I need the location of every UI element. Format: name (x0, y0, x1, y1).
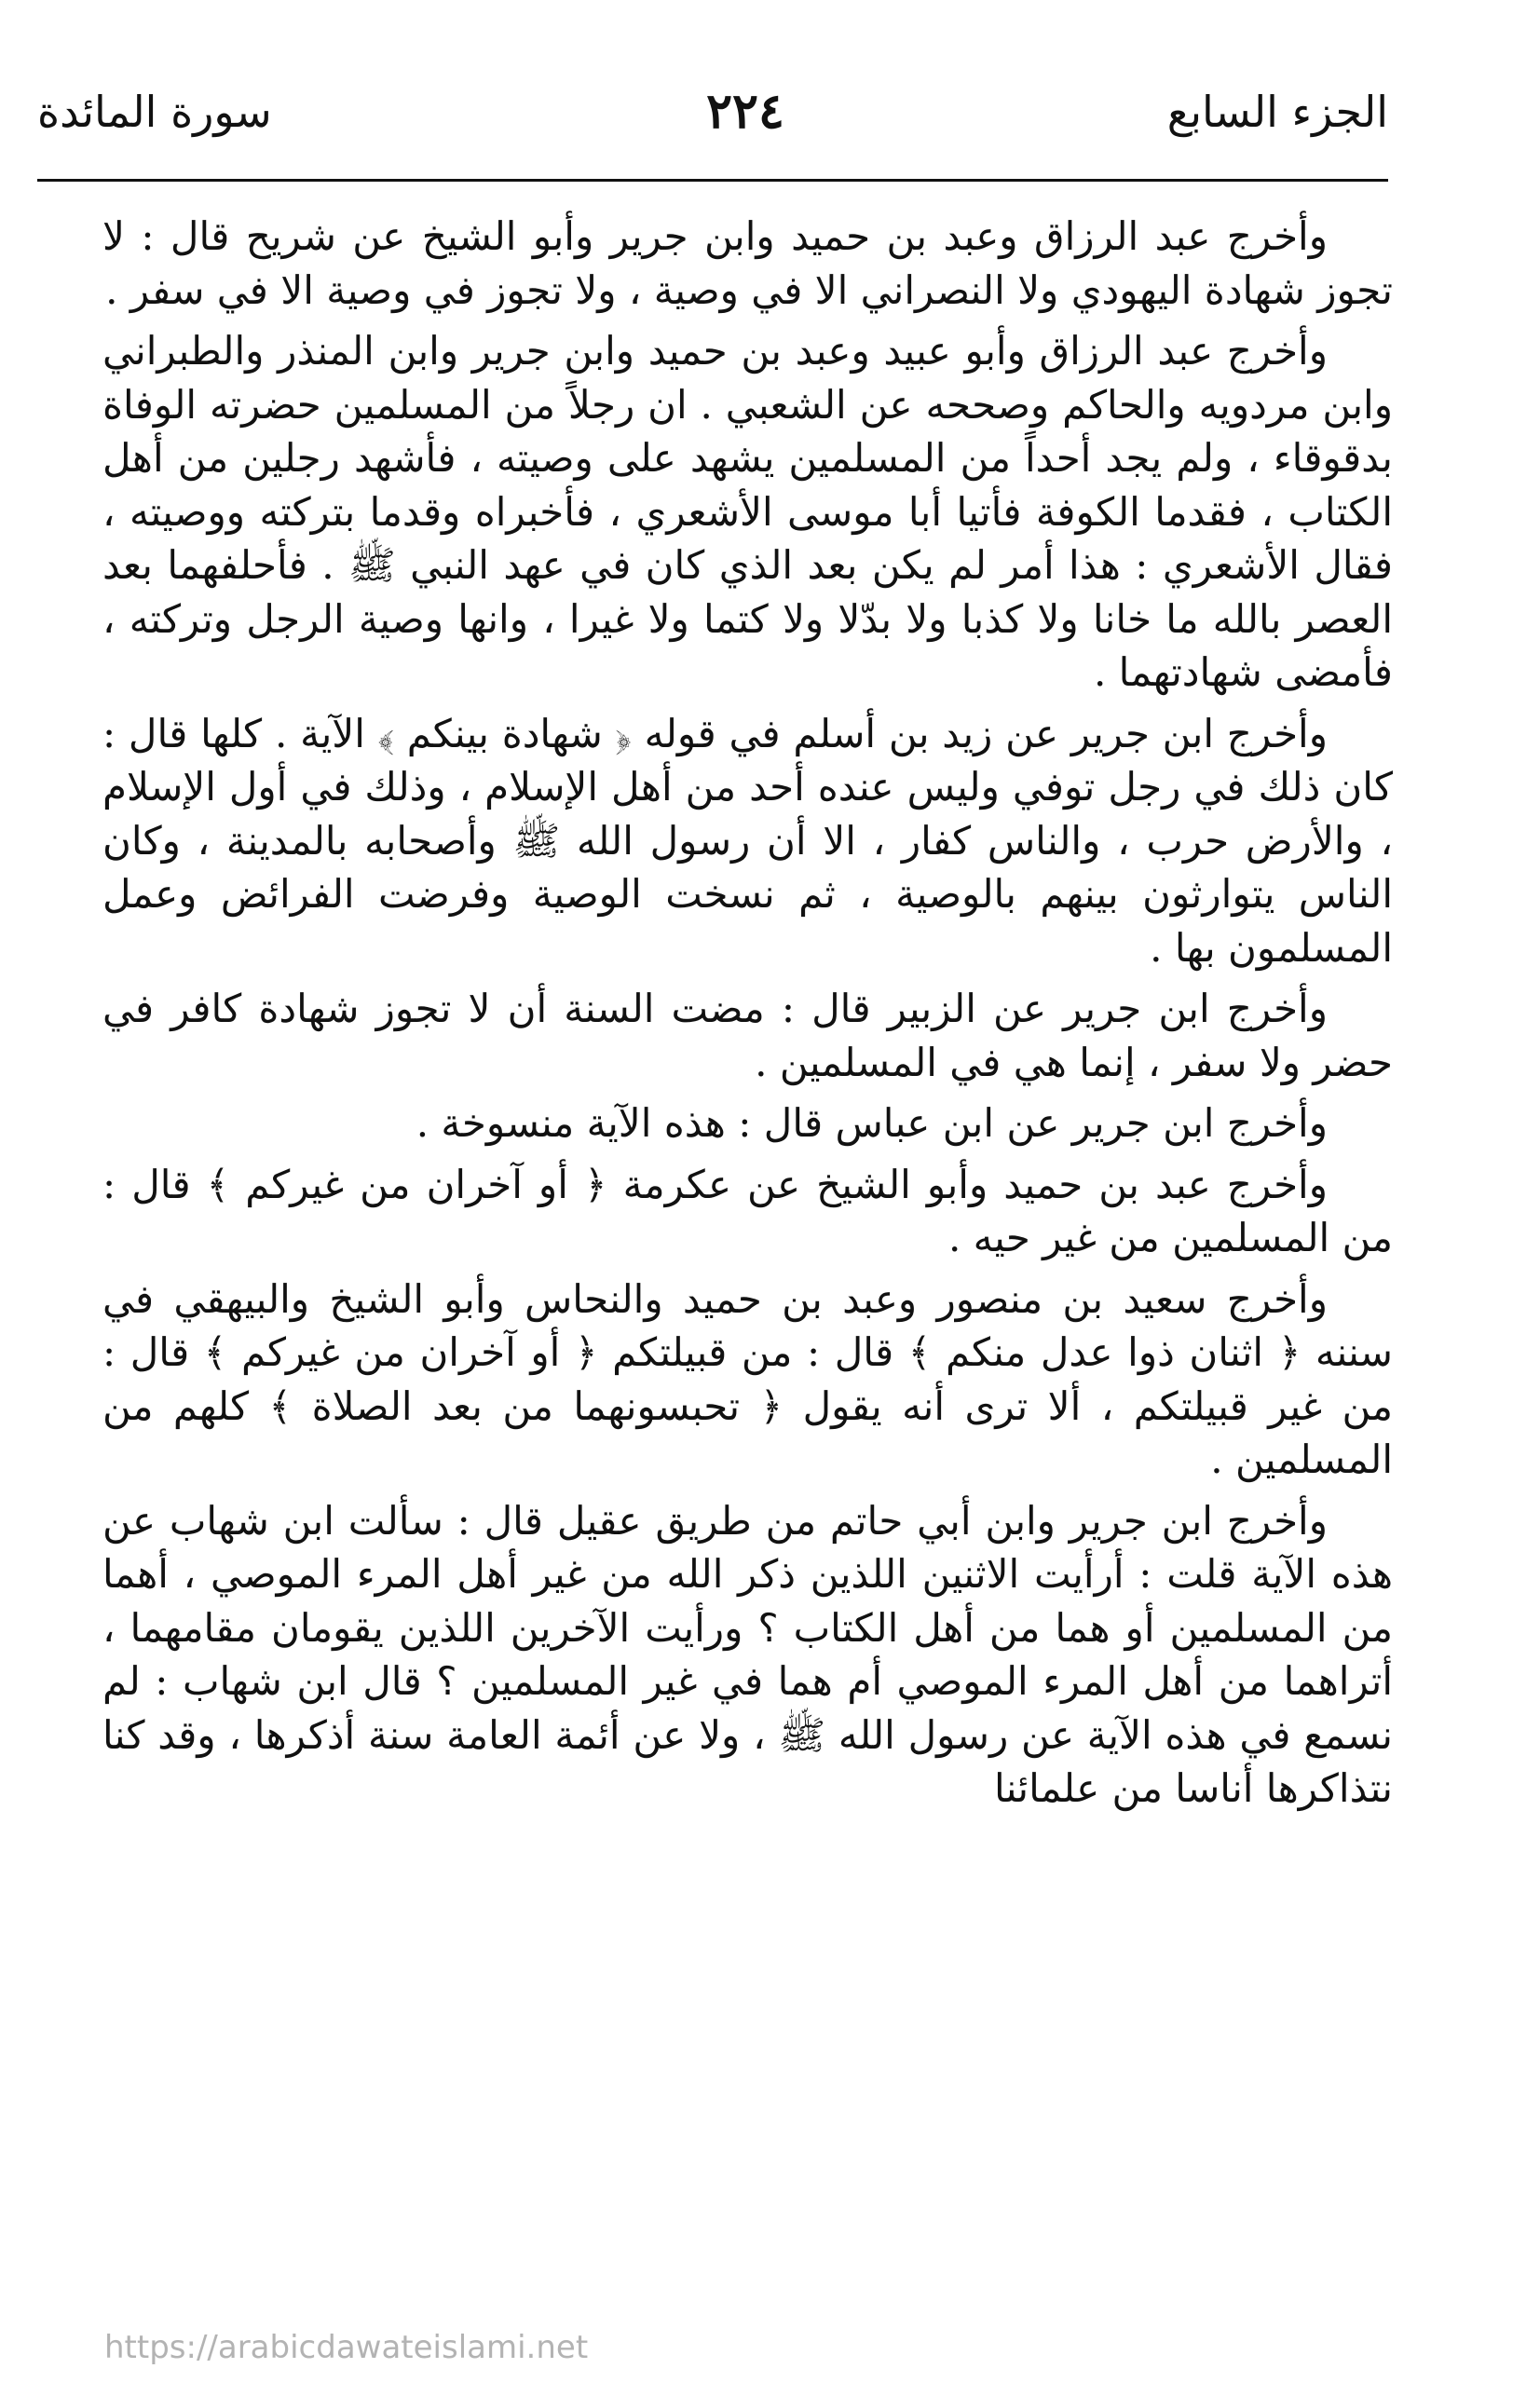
paragraph: وأخرج سعيد بن منصور وعبد بن حميد والنحاس وأبو الشيخ والبيهقي في سننه ﴿ اثنان ذوا عدل منكم ﴾ قال : من قبيلتكم ﴿ أو آخران من غيركم ﴾ قال : من غير قبيلتكم ، ألا ترى أنه يقول ﴿ تحبسونهما من بعد الصلاة ﴾ كلهم من المسلمين . (102, 1275, 1393, 1482)
paragraph: وأخرج ابن جرير عن زيد بن أسلم في قوله ﴿ شهادة بينكم ﴾ الآية . كلها قال : كان ذلك في رجل توفي وليس عنده أحد من أهل الإسلام ، وذلك في أول الإسلام ، والأرض حرب ، والناس كفار ، الا أن رسول الله ﷺ وأصحابه بالمدينة ، وكان الناس يتوارثون بينهم بالوصية ، ثم نسخت الوصية وفرضت الفرائض وعمل المسلمون بها . (102, 710, 1393, 971)
paragraph: وأخرج ابن جرير وابن أبي حاتم من طريق عقيل قال : سألت ابن شهاب عن هذه الآية قلت : أرأيت الاثنين اللذين ذكر الله من غير أهل المرء الموصي ، أهما من المسلمين أو هما من أهل الكتاب ؟ ورأيت الآخرين اللذين يقومان مقامهما ، أتراهما من أهل المرء الموصي أم هما في غير المسلمين ؟ قال ابن شهاب : لم نسمع في هذه الآية عن رسول الله ﷺ ، ولا عن أئمة العامة سنة أذكرها ، وقد كنا نتذاكرها أناسا من علمائنا (102, 1497, 1394, 1811)
paragraph: وأخرج عبد الرزاق وعبد بن حميد وابن جرير وأبو الشيخ عن شريح قال : لا تجوز شهادة اليهودي ولا النصراني الا في وصية ، ولا تجوز في وصية الا في سفر . (102, 213, 1393, 313)
paragraph: وأخرج عبد الرزاق وأبو عبيد وعبد بن حميد وابن جرير وابن المنذر والطبراني وابن مردويه والحاكم وصححه عن الشعبي . ان رجلاً من المسلمين حضرته الوفاة بدقوقاء ، ولم يجد أحداً من المسلمين يشهد على وصيته ، فأشهد رجلين من أهل الكتاب ، فقدما الكوفة فأتيا أبا موسى الأشعري ، فأخبراه وقدما بتركته ووصيته ، فقال الأشعري : هذا أمر لم يكن بعد الذي كان في عهد النبي ﷺ . فأحلفهما بعد العصر بالله ما خانا ولا كذبا ولا بدّلا ولا كتما ولا غيرا ، وانها وصية الرجل وتركته ، فأمضى شهادتهما . (102, 328, 1393, 695)
page-header (37, 65, 1388, 168)
page-body (102, 210, 1393, 1823)
paragraph: وأخرج ابن جرير عن الزبير قال : مضت السنة أن لا تجوز شهادة كافر في حضر ولا سفر ، إنما هي في المسلمين . (102, 986, 1393, 1085)
paragraph: وأخرج ابن جرير عن ابن عباس قال : هذه الآية منسوخة . (416, 1100, 1328, 1146)
page-number: ٢٢٤ (706, 83, 784, 140)
paragraph: وأخرج عبد بن حميد وأبو الشيخ عن عكرمة ﴿ أو آخران من غيركم ﴾ قال : من المسلمين من غير حيه . (102, 1161, 1393, 1260)
juz-title: الجزء السابع (1166, 87, 1388, 137)
header-divider (37, 179, 1388, 182)
surah-title: سورة المائدة (37, 87, 272, 137)
source-watermark: https://arabicdawateislami.net (104, 2329, 589, 2366)
